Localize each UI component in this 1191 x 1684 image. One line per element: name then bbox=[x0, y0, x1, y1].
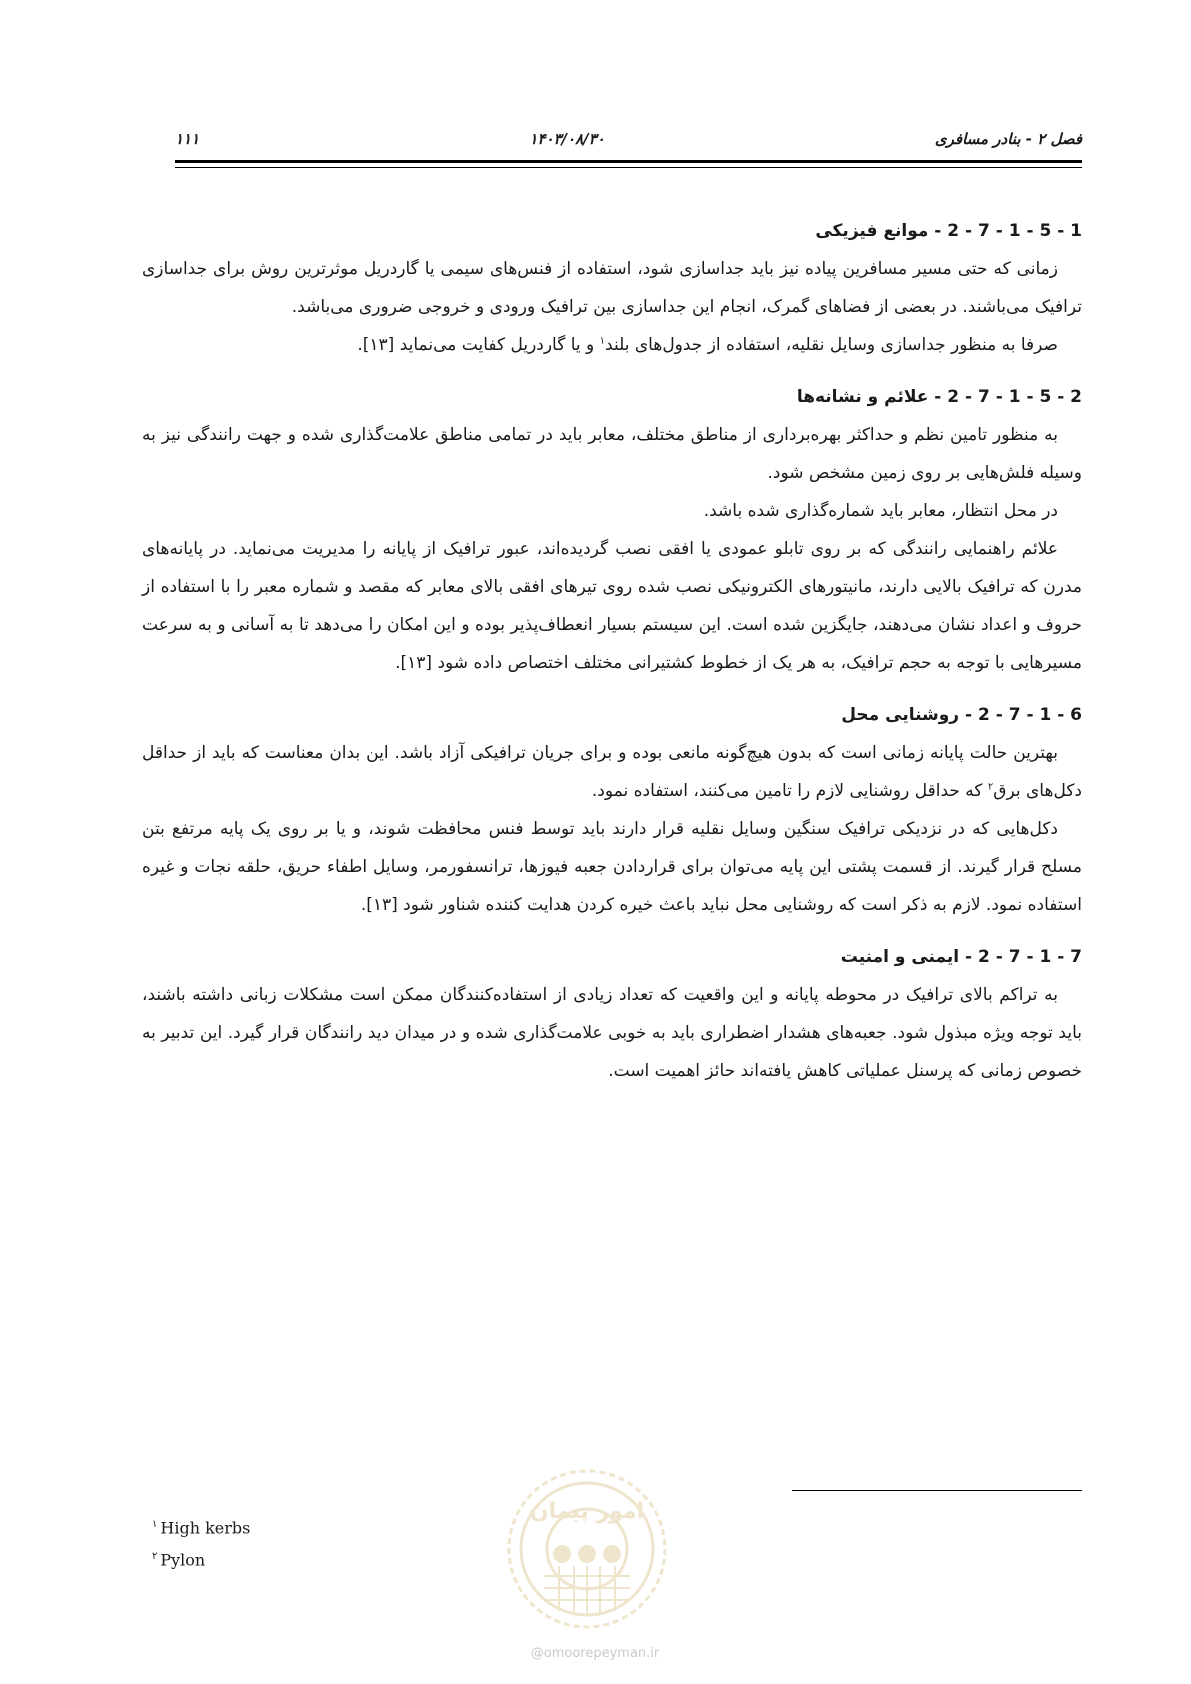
footnotes bbox=[152, 1510, 552, 1575]
paragraph-text: و یا گاردریل کفایت می‌نماید [۱۳]. bbox=[357, 335, 600, 355]
header-rule-thin bbox=[175, 167, 1082, 168]
section-number: 2 - 7 - 1 - 5 - 1 bbox=[947, 221, 1082, 241]
section-title: - روشنایی محل bbox=[841, 705, 973, 725]
watermark-seal-text: امور پیمان bbox=[529, 1499, 645, 1524]
chapter-title: فصل ۲ - بنادر مسافری bbox=[934, 130, 1082, 148]
page-number: ۱۱۱ bbox=[175, 130, 200, 148]
footnote bbox=[152, 1542, 552, 1574]
footnote-number: ۲ bbox=[152, 1551, 158, 1563]
paragraph: به منظور تامین نظم و حداکثر بهره‌برداری از مناطق مختلف، معابر باید در تمامی مناطق علامت‌گذاری شده و جهت رانندگی نیز به وسیله فلش‌هایی بر روی زمین مشخص شود. bbox=[142, 425, 1082, 483]
paragraph-text: که حداقل روشنایی لازم را تامین می‌کنند، استفاده نمود. bbox=[591, 781, 988, 801]
section-number: 2 - 7 - 1 - 7 bbox=[978, 947, 1082, 967]
paragraph: علائم راهنمایی رانندگی که بر روی تابلو عمودی یا افقی نصب گردیده‌اند، عبور ترافیک از پایانه را مدیریت می‌نماید. در پایانه‌های مدرن که ترافیک بالایی دارند، مانیتورهای الکترونیکی نصب شده روی تیرهای افقی بالای معابر که مقصد و شماره معبر را با استفاده از حروف و اعداد نشان می‌دهند، جایگزین شده است. این سیستم بسیار انعطاف‌پذیر بوده و این امکان را می‌دهد تا به آسانی و به سرعت مسیرهایی با توجه به حجم ترافیک، به هر یک از خطوط کشتیرانی مختلف اختصاص داده شود [۱۳]. bbox=[142, 539, 1082, 673]
body-content bbox=[142, 212, 1082, 1090]
paragraph: در محل انتظار، معابر باید شماره‌گذاری شده باشد. bbox=[703, 501, 1058, 521]
watermark-seal-logo bbox=[504, 1466, 670, 1632]
footnote-marker: ۲ bbox=[987, 781, 994, 793]
section-heading bbox=[142, 938, 1082, 976]
section-title: - ایمنی و امنیت bbox=[840, 947, 973, 967]
page-header bbox=[175, 126, 1082, 152]
paragraph-text: صرفا به منظور جداسازی وسایل نقلیه، استفاده از جدول‌های بلند bbox=[605, 335, 1058, 355]
footnote bbox=[152, 1510, 552, 1542]
section-number: 2 - 7 - 1 - 6 bbox=[978, 705, 1082, 725]
paragraph bbox=[142, 326, 1082, 364]
section-heading bbox=[142, 212, 1082, 250]
section-number: 2 - 7 - 1 - 5 - 2 bbox=[947, 387, 1082, 407]
footnote-separator bbox=[792, 1490, 1082, 1491]
section-heading bbox=[142, 696, 1082, 734]
paragraph-text: بهترین حالت پایانه زمانی است که بدون هیچ‌گونه مانعی بوده و برای جریان ترافیکی آزاد باشد. این بدان معناست که باید از حداقل دکل‌های برق bbox=[142, 743, 1082, 801]
header-date: ۱۴۰۳/۰۸/۳۰ bbox=[529, 130, 605, 148]
footnote-text: Pylon bbox=[160, 1550, 206, 1570]
header-rule-thick bbox=[175, 160, 1082, 163]
section-title: - موانع فیزیکی bbox=[815, 221, 942, 241]
footnote-text: High kerbs bbox=[160, 1518, 251, 1538]
paragraph: دکل‌هایی که در نزدیکی ترافیک سنگین وسایل نقلیه قرار دارند باید توسط فنس محافظت شوند، و یا بر روی یک پایه مرتفع بتن مسلح قرار گیرند. از قسمت پشتی این پایه می‌توان برای قراردادن جعبه فیوزها، ترانسفورمر، وسایل اطفاء حریق، حلقه نجات و غیره استفاده نمود. لازم به ذکر است که روشنایی محل نباید باعث خیره کردن هدایت کننده شناور شود [۱۳]. bbox=[142, 819, 1082, 915]
watermark-site: @omoorepeyman.ir bbox=[530, 1646, 660, 1661]
paragraph bbox=[142, 734, 1082, 810]
paragraph: زمانی که حتی مسیر مسافرین پیاده نیز باید جداسازی شود، استفاده از فنس‌های سیمی یا گاردریل موثرترین روش برای جداسازی ترافیک می‌باشند. در بعضی از فضاهای گمرک، انجام این جداسازی بین ترافیک ورودی و خروجی ضروری می‌باشد. bbox=[142, 259, 1082, 317]
footnote-marker: ۱ bbox=[599, 335, 606, 347]
footnote-number: ۱ bbox=[152, 1519, 158, 1530]
section-heading bbox=[142, 378, 1082, 416]
paragraph: به تراکم بالای ترافیک در محوطه پایانه و این واقعیت که تعداد زیادی از استفاده‌کنندگان ممکن است مشکلات زبانی داشته باشند، باید توجه ویژه مبذول شود. جعبه‌های هشدار اضطراری باید به خوبی علامت‌گذاری شده و در میدان دید رانندگان قرار گیرد. این تدبیر به خصوص زمانی که پرسنل عملیاتی کاهش یافته‌اند حائز اهمیت است. bbox=[142, 985, 1082, 1081]
section-title: - علائم و نشانه‌ها bbox=[796, 387, 942, 407]
